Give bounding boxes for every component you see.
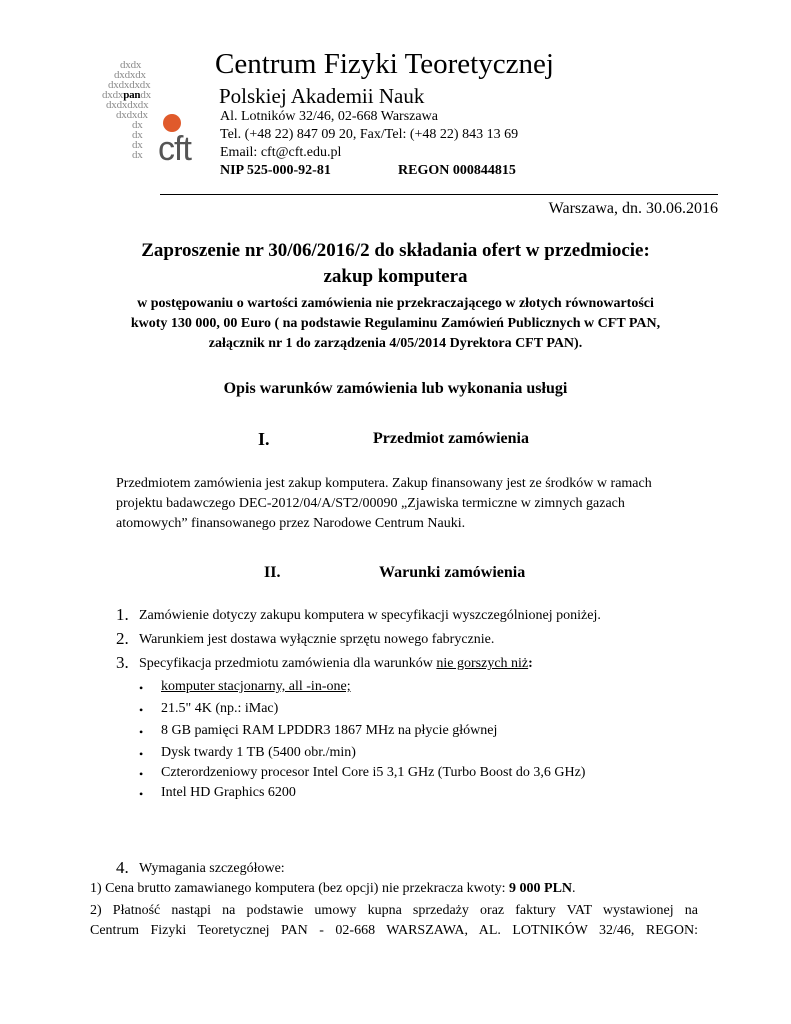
detail-price-amount: 9 000 PLN	[509, 881, 573, 896]
detail-payment-line: 2) Płatność nastąpi na podstawie umowy kupna sprzedaży oraz faktury VAT wystawionej na	[90, 903, 698, 918]
org-phone: Tel. (+48 22) 847 09 20, Fax/Tel: (+48 22) 843 13 69	[220, 127, 519, 142]
logo-row: dxdxdx	[114, 69, 146, 81]
document-subtitle-line1: w postępowaniu o wartości zamówienia nie przekraczającego w złotych równowartości	[137, 296, 654, 311]
spec-intro: Specyfikacja przedmiotu zamówienia dla warunków	[139, 656, 437, 671]
document-subtitle-line2: kwoty 130 000, 00 Euro ( na podstawie Regulaminu Zamówień Publicznych w CFT PAN,	[130, 316, 661, 331]
document-subtitle-line3: załącznik nr 1 do zarządzenia 4/05/2014 Dyrektora CFT PAN).	[208, 336, 583, 351]
bullet-icon: •	[139, 703, 144, 717]
org-name: Centrum Fizyki Teoretycznej	[215, 48, 554, 80]
list-item-number: 2.	[116, 629, 129, 648]
list-item-text: Zamówienie dotyczy zakupu komputera w specyfikacji wyszczególnionej poniżej.	[139, 608, 601, 623]
logo-row: dx	[132, 149, 143, 161]
bullet-icon: •	[139, 787, 144, 801]
document-title-line1: Zaproszenie nr 30/06/2016/2 do składania ofert w przedmiocie:	[141, 240, 650, 261]
section1-paragraph-line: atomowych” finansowanego przez Narodowe Centrum Nauki.	[116, 516, 466, 531]
detail-price-suffix: .	[572, 881, 576, 896]
org-subname: Polskiej Akademii Nauk	[219, 84, 425, 108]
logo-row: dx	[132, 129, 143, 141]
logo-row: dx	[132, 139, 143, 151]
org-email: Email: cft@cft.edu.pl	[220, 145, 342, 160]
document-date: Warszawa, dn. 30.06.2016	[548, 200, 718, 217]
bullet-icon: •	[139, 681, 144, 695]
logo-row: dxdxdx	[116, 109, 148, 121]
logo-row: dxdxdxdx	[106, 99, 149, 111]
bullet-icon: •	[139, 747, 144, 761]
list-item-text	[139, 656, 533, 672]
bullet-icon: •	[139, 767, 144, 781]
detail-price-line	[90, 881, 698, 897]
spec-bullet: komputer stacjonarny, all -in-one;	[161, 679, 351, 694]
list-item-number: 1.	[116, 605, 129, 624]
header-divider	[160, 194, 718, 195]
bullet-icon: •	[139, 725, 144, 739]
spec-underlined: nie gorszych niż	[436, 656, 529, 671]
org-nip: NIP 525-000-92-81	[220, 163, 331, 178]
section1-paragraph-line: projektu badawczego DEC-2012/04/A/ST2/00090 „Zjawiska termiczne w zimnych gazach	[116, 496, 625, 511]
org-regon: REGON 000844815	[398, 163, 516, 178]
spec-bullet: Czterordzeniowy procesor Intel Core i5 3,1 GHz (Turbo Boost do 3,6 GHz)	[161, 765, 586, 780]
logo-row: dx	[132, 119, 143, 131]
section2-number: II.	[264, 564, 281, 581]
detail-payment-line: Centrum Fizyki Teoretycznej PAN - 02-668 WARSZAWA, AL. LOTNIKÓW 32/46, REGON:	[90, 923, 698, 938]
spec-bullet: Dysk twardy 1 TB (5400 obr./min)	[161, 745, 356, 760]
list-item-number: 4.	[116, 858, 129, 877]
spec-bullet: Intel HD Graphics 6200	[161, 785, 296, 800]
detail-price-text: 1) Cena brutto zamawianego komputera (bez opcji) nie przekracza kwoty:	[90, 881, 510, 896]
logo-row: dxdxdxdx	[108, 79, 151, 91]
spec-bullet: 8 GB pamięci RAM LPDDR3 1867 MHz na płycie głównej	[161, 723, 498, 738]
spec-colon: :	[528, 656, 533, 671]
org-address: Al. Lotników 32/46, 02-668 Warszawa	[220, 109, 438, 124]
logo-row: dxdx	[120, 59, 142, 71]
section1-title: Przedmiot zamówienia	[373, 430, 529, 447]
section2-title: Warunki zamówienia	[379, 564, 526, 581]
list-item-text: Wymagania szczegółowe:	[139, 861, 285, 876]
list-item-number: 3.	[116, 653, 129, 672]
logo-pan: pan	[123, 89, 141, 101]
conditions-heading: Opis warunków zamówienia lub wykonania usługi	[223, 380, 568, 397]
section1-number: I.	[258, 429, 270, 449]
logo-row: dxdxpandx	[102, 89, 151, 101]
logo-cft-text: cft	[158, 130, 191, 168]
spec-bullet: 21.5" 4K (np.: iMac)	[161, 701, 279, 716]
logo-row-a: dxdx	[102, 89, 124, 101]
section1-paragraph-line: Przedmiotem zamówienia jest zakup komputera. Zakup finansowany jest ze środków w ramach	[116, 476, 652, 491]
list-item-text: Warunkiem jest dostawa wyłącznie sprzętu nowego fabrycznie.	[139, 632, 495, 647]
document-title-line2: zakup komputera	[323, 266, 468, 287]
